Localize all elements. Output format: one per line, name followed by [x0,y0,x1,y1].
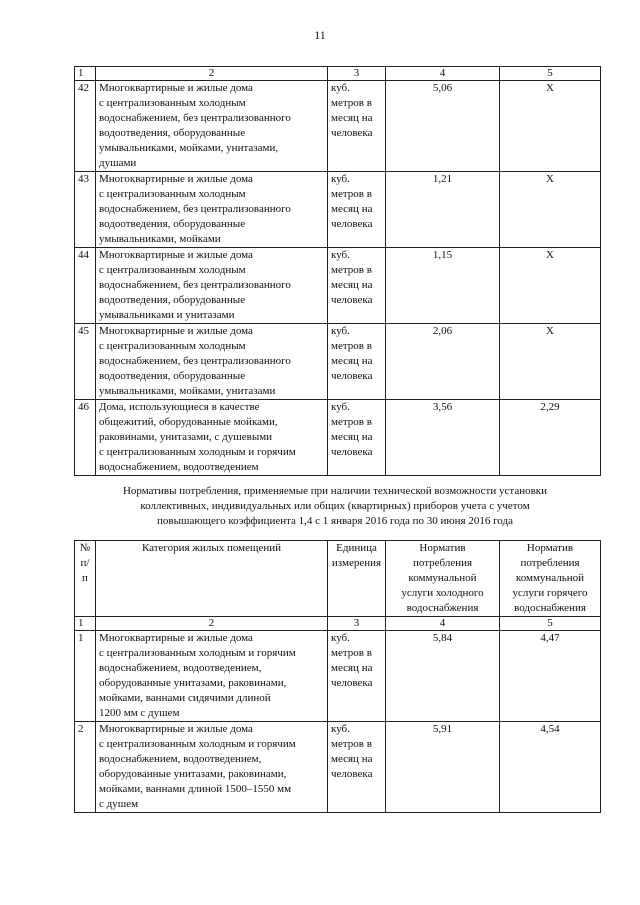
consumption-norms-table [74,540,601,813]
hot-water-norm: 4,54 [500,722,601,813]
category-line: водоотведения, оборудованные [99,218,246,230]
category-line: общежитий, оборудованные мойками, [99,416,278,428]
unit-line: метров в [331,647,372,659]
category-line: Многоквартирные и жилые дома [99,82,253,94]
header-line: услуги холодного [401,587,484,599]
category-cell [96,324,328,400]
category-line: водоотведения, оборудованные [99,294,246,306]
category-line: с централизованным холодным [99,188,246,200]
cold-water-norm: 1,15 [386,248,500,324]
category-line: с централизованным холодным [99,340,246,352]
row-number: 43 [75,172,96,248]
col-number: 1 [75,67,96,81]
category-line: с централизованным холодным и горячим [99,446,296,458]
category-cell [96,172,328,248]
category-line: с централизованным холодным и горячим [99,647,296,659]
unit-cell [328,400,386,476]
col-number: 2 [96,617,328,631]
unit-line: человека [331,294,373,306]
category-line: раковинами, унитазами, с душевыми [99,431,273,443]
consumption-table-continued [74,66,601,476]
row-number: 45 [75,324,96,400]
unit-cell [328,248,386,324]
cold-water-norm: 1,21 [386,172,500,248]
unit-line: месяц на [331,112,373,124]
unit-line: месяц на [331,279,373,291]
category-line: водоотведения, оборудованные [99,370,246,382]
category-line: Дома, использующиеся в качестве [99,401,260,413]
unit-line: месяц на [331,662,373,674]
header-line: Норматив [526,542,574,554]
table-row [75,631,601,722]
category-line: с централизованным холодным [99,264,246,276]
cold-water-norm: 2,06 [386,324,500,400]
column-number-row [75,617,601,631]
unit-cell [328,324,386,400]
unit-line: человека [331,768,373,780]
header-line: потребления [412,557,473,569]
category-line: водоснабжением, без централизованного [99,112,291,124]
category-line: с централизованным холодным и горячим [99,738,296,750]
col-number: 5 [500,67,601,81]
category-line: умывальниками и унитазами [99,309,235,321]
cold-water-norm: 3,56 [386,400,500,476]
hot-water-norm: X [500,81,601,172]
row-number: 42 [75,81,96,172]
category-line: Многоквартирные и жилые дома [99,723,253,735]
unit-cell [328,722,386,813]
table-header-row [75,541,601,617]
unit-line: куб. [331,173,350,185]
row-number: 2 [75,722,96,813]
category-cell [96,81,328,172]
col-number: 4 [386,67,500,81]
category-line: водоснабжением, водоотведением, [99,753,262,765]
section-heading [80,484,590,529]
table-row [75,722,601,813]
header-line: Единица [336,542,377,554]
unit-line: куб. [331,82,350,94]
col-number: 4 [386,617,500,631]
unit-line: человека [331,677,373,689]
category-line: оборудованные унитазами, раковинами, [99,677,287,689]
category-line: душами [99,157,137,169]
header-category: Категория жилых помещений [96,541,328,617]
unit-line: месяц на [331,431,373,443]
category-line: водоснабжением, водоотведением, [99,662,262,674]
unit-line: куб. [331,632,350,644]
cold-water-norm: 5,06 [386,81,500,172]
header-line: коммунальной [515,572,585,584]
section-heading-line: коллективных, индивидуальных или общих (квартирных) приборов учета с учетом [140,500,530,512]
category-line: мойками, ваннами длиной 1500–1550 мм [99,783,292,795]
table-row [75,172,601,248]
category-cell [96,400,328,476]
header-line: услуги горячего [512,587,588,599]
header-cold-water [386,541,500,617]
category-line: водоснабжением, водоотведением [99,461,259,473]
category-cell [96,248,328,324]
section-heading-line: Нормативы потребления, применяемые при наличии технической возможности установки [122,485,548,497]
unit-cell [328,631,386,722]
unit-line: человека [331,370,373,382]
table-row [75,81,601,172]
row-number: 46 [75,400,96,476]
cold-water-norm: 5,91 [386,722,500,813]
unit-line: метров в [331,340,372,352]
header-hot-water [500,541,601,617]
section-heading-line: повышающего коэффициента 1,4 с 1 января 2016 года по 30 июня 2016 года [157,515,513,527]
category-line: с централизованным холодным [99,97,246,109]
header-line: водоснабжения [406,602,479,614]
column-number-row [75,67,601,81]
unit-line: метров в [331,188,372,200]
unit-cell [328,81,386,172]
header-line: потребления [520,557,580,569]
unit-line: метров в [331,97,372,109]
category-line: Многоквартирные и жилые дома [99,249,253,261]
header-line: водоснабжения [514,602,586,614]
header-line: п/п [80,557,90,584]
unit-line: человека [331,446,373,458]
hot-water-norm: X [500,172,601,248]
unit-line: куб. [331,401,350,413]
category-line: водоотведения, оборудованные [99,127,246,139]
category-line: оборудованные унитазами, раковинами, [99,768,287,780]
hot-water-norm: 4,47 [500,631,601,722]
unit-line: метров в [331,416,372,428]
category-line: водоснабжением, без централизованного [99,279,291,291]
unit-cell [328,172,386,248]
unit-line: куб. [331,723,350,735]
cold-water-norm: 5,84 [386,631,500,722]
unit-line: месяц на [331,203,373,215]
col-number: 3 [328,67,386,81]
table-row [75,324,601,400]
col-number: 3 [328,617,386,631]
header-line: измерения [331,557,382,569]
col-number: 2 [96,67,328,81]
unit-line: метров в [331,264,372,276]
unit-line: месяц на [331,753,373,765]
unit-line: куб. [331,249,350,261]
category-line: Многоквартирные и жилые дома [99,632,253,644]
unit-line: месяц на [331,355,373,367]
col-number: 1 [75,617,96,631]
unit-line: человека [331,218,373,230]
category-cell [96,631,328,722]
hot-water-norm: 2,29 [500,400,601,476]
category-line: умывальниками, мойками, унитазами [99,385,276,397]
unit-line: человека [331,127,373,139]
category-cell [96,722,328,813]
header-line: Норматив [419,542,466,554]
row-number: 1 [75,631,96,722]
header-num [75,541,96,617]
header-line: № [79,542,91,554]
row-number: 44 [75,248,96,324]
page-number: 11 [314,28,326,42]
category-line: 1200 мм с душем [99,707,180,719]
category-line: Многоквартирные и жилые дома [99,173,253,185]
col-number: 5 [500,617,601,631]
category-line: с душем [99,798,139,810]
category-line: водоснабжением, без централизованного [99,203,291,215]
table-row [75,400,601,476]
header-line: коммунальной [408,572,477,584]
category-line: умывальниками, мойками, унитазами, [99,142,279,154]
category-line: умывальниками, мойками [99,233,221,245]
category-line: мойками, ваннами сидячими длиной [99,692,271,704]
category-line: водоснабжением, без централизованного [99,355,291,367]
unit-line: метров в [331,738,372,750]
header-unit [328,541,386,617]
table-row [75,248,601,324]
unit-line: куб. [331,325,350,337]
hot-water-norm: X [500,248,601,324]
hot-water-norm: X [500,324,601,400]
category-line: Многоквартирные и жилые дома [99,325,253,337]
